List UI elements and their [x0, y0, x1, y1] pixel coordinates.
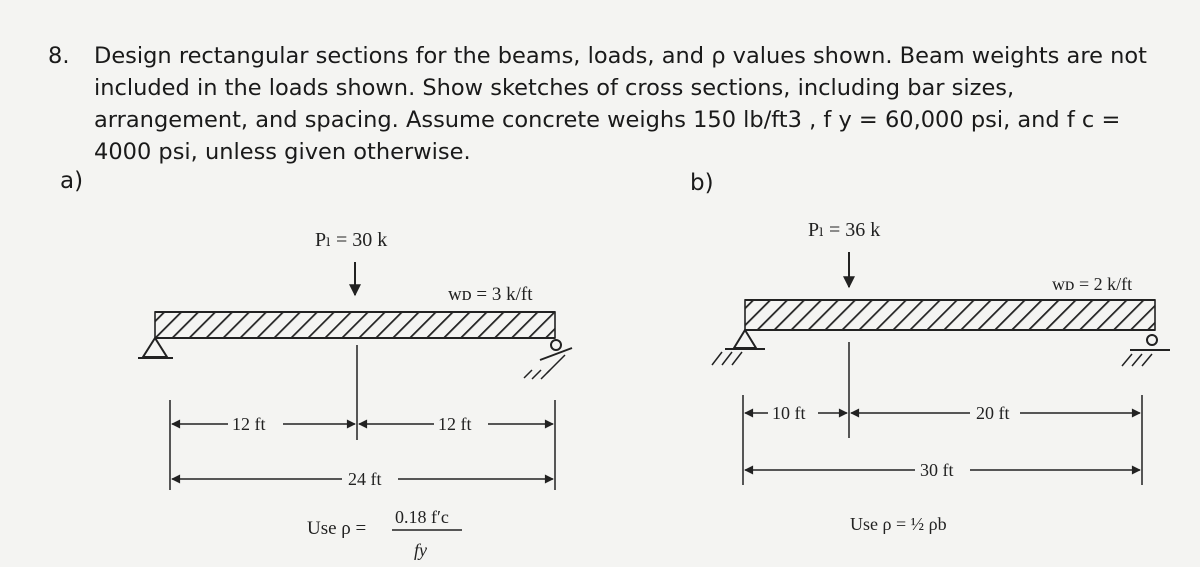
beam-a-dim-total-label: 24 ft	[348, 469, 382, 489]
beam-b-roller-support	[1122, 335, 1170, 366]
beam-a-pin-support	[138, 338, 173, 358]
beam-a-rho-prefix: Use ρ =	[307, 518, 367, 539]
beam-a-dim-left-label: 12 ft	[232, 414, 266, 434]
beam-b-dim-total	[745, 460, 1140, 480]
beam-a-point-load-label: Pₗ = 30 k	[315, 229, 388, 251]
beam-b-point-load-label: Pₗ = 36 k	[808, 219, 881, 241]
beam-b-dim-left	[745, 403, 847, 423]
beam-b-dim-left-label: 10 ft	[772, 403, 806, 423]
problem-number: 8.	[48, 43, 70, 69]
beam-a-rho-denominator: fy	[414, 540, 427, 560]
problem-text: Design rectangular sections for the beams, loads, and ρ values shown. Beam weights are not included in the loads shown. Show sketches of cross sections, including bar sizes, arrangement, and spacing. Assume concrete weighs 150 lb/ft3 , f y = 60,000 psi, and f c = 4000 psi, unless given otherwise.	[94, 43, 1147, 165]
beam-a-distributed-load-label: wᴅ = 3 k/ft	[448, 284, 533, 305]
beam-a-dim-left	[172, 414, 355, 434]
beam-b-dim-right	[851, 403, 1140, 423]
part-a-label: a)	[60, 168, 84, 194]
beam-a-dim-total	[172, 469, 553, 489]
beam-b-rho-formula: Use ρ = ½ ρb	[850, 514, 947, 534]
part-b-label: b)	[690, 170, 714, 196]
beam-b-pin-support	[712, 330, 765, 365]
beam-b-dim-total-label: 30 ft	[920, 460, 954, 480]
beam-a-body	[155, 312, 555, 338]
beam-a-roller-support	[524, 340, 572, 379]
beam-b-body	[745, 300, 1155, 330]
beam-b-dim-right-label: 20 ft	[976, 403, 1010, 423]
beam-a-dim-right	[359, 414, 553, 434]
beam-a-rho-numerator: 0.18 f′c	[395, 507, 449, 527]
beam-a-dim-right-label: 12 ft	[438, 414, 472, 434]
beam-a	[155, 312, 555, 338]
beam-b	[745, 300, 1155, 330]
beam-b-distributed-load-label: wᴅ = 2 k/ft	[1052, 274, 1133, 294]
